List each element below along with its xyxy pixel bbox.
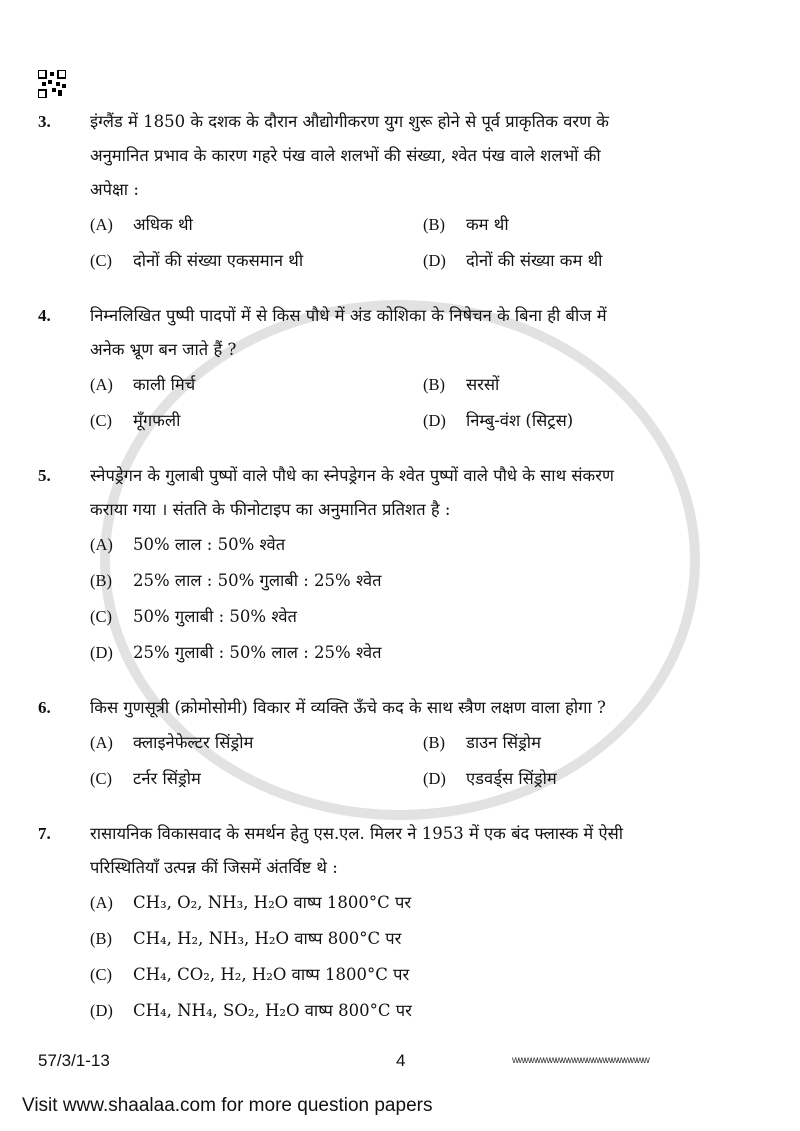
option-label: (A) bbox=[90, 375, 113, 394]
question-text: इंग्लैंड में 1850 के दशक के दौरान औद्योगीकरण युग शुरू होने से पूर्व प्राकृतिक वरण के bbox=[90, 112, 609, 131]
option-label: (A) bbox=[90, 535, 113, 554]
option bbox=[90, 725, 423, 761]
question-number: 7. bbox=[38, 824, 51, 843]
option bbox=[90, 885, 760, 921]
option-label: (C) bbox=[90, 769, 112, 788]
option-text: टर्नर सिंड्रोम bbox=[133, 769, 201, 788]
option-text: कम थी bbox=[466, 215, 509, 234]
option-text: निम्बु-वंश (सिट्रस) bbox=[466, 411, 574, 430]
option-text: CH₄, H₂, NH₃, H₂O वाष्प 800°C पर bbox=[133, 929, 402, 948]
option-text: दोनों की संख्या एकसमान थी bbox=[133, 251, 304, 270]
option-text: सरसों bbox=[466, 375, 500, 394]
question-body bbox=[90, 817, 760, 1029]
option-text: दोनों की संख्या कम थी bbox=[466, 251, 603, 270]
paper-code: 57/3/1-13 bbox=[38, 1051, 110, 1070]
option-label: (C) bbox=[90, 965, 112, 984]
options bbox=[90, 367, 760, 439]
option-text: अधिक थी bbox=[133, 215, 193, 234]
option bbox=[423, 367, 760, 403]
option bbox=[90, 635, 760, 671]
option-label: (D) bbox=[423, 411, 446, 430]
option-text: एडवर्ड्स सिंड्रोम bbox=[466, 769, 557, 788]
option bbox=[423, 403, 760, 439]
option-label: (D) bbox=[90, 643, 113, 662]
question-body bbox=[90, 105, 760, 279]
option bbox=[90, 599, 760, 635]
option-label: (D) bbox=[423, 769, 446, 788]
option-label: (B) bbox=[90, 929, 112, 948]
option bbox=[90, 761, 423, 797]
footer-wave: wwwwwwwwwwwwwwwwwwwwww bbox=[512, 1055, 649, 1066]
options bbox=[90, 527, 760, 671]
option-text: 25% गुलाबी : 50% लाल : 25% श्वेत bbox=[133, 643, 382, 662]
question-text: स्नेपड्रेगन के गुलाबी पुष्पों वाले पौधे का स्नेपड्रेगन के श्वेत पुष्पों वाले पौधे के साथ संकरण bbox=[90, 466, 614, 485]
question bbox=[38, 105, 760, 279]
option bbox=[90, 243, 423, 279]
question-text: किस गुणसूत्री (क्रोमोसोमी) विकार में व्यक्ति ऊँचे कद के साथ स्त्रैण लक्षण वाला होगा ? bbox=[90, 698, 606, 717]
options bbox=[90, 885, 760, 1029]
option bbox=[423, 761, 760, 797]
option-text: डाउन सिंड्रोम bbox=[466, 733, 541, 752]
option bbox=[90, 527, 760, 563]
page-number: 4 bbox=[396, 1051, 406, 1070]
option bbox=[423, 207, 760, 243]
question-text: अनेक भ्रूण बन जाते हैं ? bbox=[90, 340, 237, 359]
options bbox=[90, 725, 760, 797]
option-label: (C) bbox=[90, 411, 112, 430]
option-label: (A) bbox=[90, 893, 113, 912]
option bbox=[423, 725, 760, 761]
option-label: (D) bbox=[90, 1001, 113, 1020]
question-text: परिस्थितियाँ उत्पन्न कीं जिसमें अंतर्विष्ट थे : bbox=[90, 858, 338, 877]
question-text: रासायनिक विकासवाद के समर्थन हेतु एस.एल. मिलर ने 1953 में एक बंद फ्लास्क में ऐसी bbox=[90, 824, 624, 843]
question bbox=[38, 691, 760, 797]
question-number: 3. bbox=[38, 112, 51, 131]
option bbox=[90, 367, 423, 403]
option-text: 50% लाल : 50% श्वेत bbox=[133, 535, 286, 554]
option-label: (B) bbox=[423, 375, 445, 394]
option-label: (A) bbox=[90, 733, 113, 752]
option bbox=[90, 207, 423, 243]
question-number: 6. bbox=[38, 698, 51, 717]
question-body bbox=[90, 299, 760, 439]
option-label: (D) bbox=[423, 251, 446, 270]
question-text: अपेक्षा : bbox=[90, 180, 139, 199]
question bbox=[38, 817, 760, 1029]
option-text: CH₃, O₂, NH₃, H₂O वाष्प 1800°C पर bbox=[133, 893, 412, 912]
option-label: (B) bbox=[423, 215, 445, 234]
question-number: 4. bbox=[38, 306, 51, 325]
option-label: (C) bbox=[90, 607, 112, 626]
option-text: मूँगफली bbox=[133, 411, 181, 430]
question-number: 5. bbox=[38, 466, 51, 485]
question-body bbox=[90, 691, 760, 797]
option-label: (B) bbox=[90, 571, 112, 590]
question-body bbox=[90, 459, 760, 671]
option-label: (C) bbox=[90, 251, 112, 270]
option-text: क्लाइनेफेल्टर सिंड्रोम bbox=[133, 733, 254, 752]
option bbox=[423, 243, 760, 279]
question-list bbox=[38, 105, 760, 1029]
option-text: CH₄, NH₄, SO₂, H₂O वाष्प 800°C पर bbox=[133, 1001, 412, 1020]
question-text: निम्नलिखित पुष्पी पादपों में से किस पौधे में अंड कोशिका के निषेचन के बिना ही बीज में bbox=[90, 306, 607, 325]
option bbox=[90, 957, 760, 993]
option-text: 25% लाल : 50% गुलाबी : 25% श्वेत bbox=[133, 571, 382, 590]
option-label: (B) bbox=[423, 733, 445, 752]
option bbox=[90, 563, 760, 599]
option-text: 50% गुलाबी : 50% श्वेत bbox=[133, 607, 297, 626]
visit-link[interactable]: Visit www.shaalaa.com for more question papers bbox=[22, 1095, 433, 1116]
question-text: अनुमानित प्रभाव के कारण गहरे पंख वाले शलभों की संख्या, श्वेत पंख वाले शलभों की bbox=[90, 146, 601, 165]
options bbox=[90, 207, 760, 279]
question bbox=[38, 299, 760, 439]
option-text: CH₄, CO₂, H₂, H₂O वाष्प 1800°C पर bbox=[133, 965, 410, 984]
option bbox=[90, 921, 760, 957]
option bbox=[90, 993, 760, 1029]
option-label: (A) bbox=[90, 215, 113, 234]
option bbox=[90, 403, 423, 439]
option-text: काली मिर्च bbox=[133, 375, 196, 394]
question-text: कराया गया । संतति के फीनोटाइप का अनुमानित प्रतिशत है : bbox=[90, 500, 451, 519]
footer bbox=[38, 1049, 760, 1073]
question bbox=[38, 459, 760, 671]
